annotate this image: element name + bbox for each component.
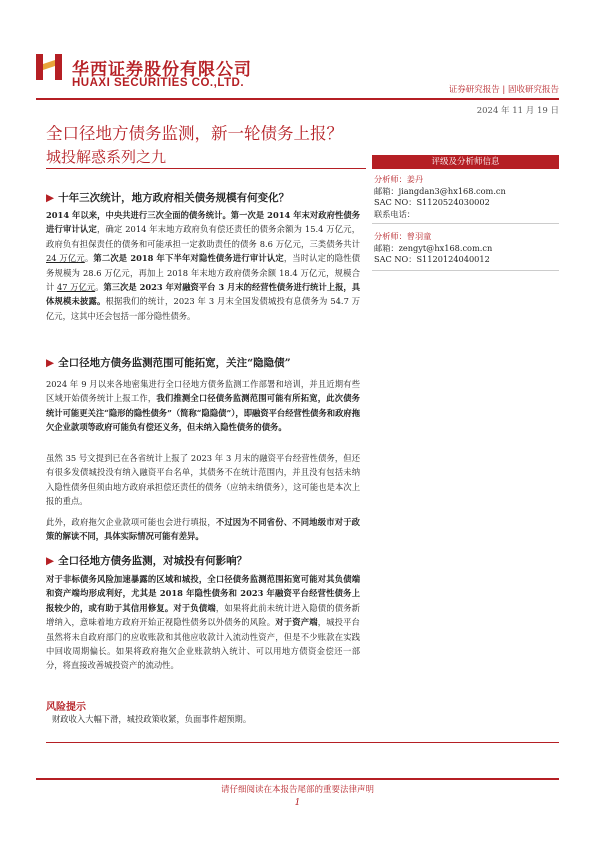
emphasis-text: 第二次是 2018 年下半年对隐性债务进行审计认定	[93, 253, 284, 264]
risk-divider	[46, 742, 559, 743]
body-text: 2024 年 9 月以来各地密集进行全口径地方债务监测工作部署和培训，并且近期有些区域开始债务统计上报工作，	[46, 379, 360, 404]
analyst-name: 曾羽童	[406, 231, 432, 241]
section-paragraph	[46, 377, 360, 435]
body-text: 根据我们的统计，2023 年 3 月末全国发债城投有息债务为 54.7 万亿元，这其中还会包括一部分隐性债务。	[46, 296, 360, 321]
emphasis-text: 我们推测全口径债务监测范围可能有所拓宽，此次债务统计可能更关注“隐形的隐性债务”（简称“隐隐债”），即融资平台经营性债务和政府拖欠企业款项等政府可能负有偿还义务，但未纳入隐性债务的债务。	[46, 393, 360, 433]
emphasis-text: 对于资产端	[275, 617, 318, 628]
triangle-bullet-icon: ▶	[46, 192, 55, 204]
emphasis-text: 不过因为不同省份、不同地级市对于政策的解读不同，具体实际情况可能有差异。	[46, 517, 360, 542]
section-paragraph	[46, 572, 360, 673]
emphasis-text: 第三次是 2023 年对融资平台 3 月末的经营性债务进行统计上报，具体规模未披露。	[46, 282, 360, 307]
email-label: 邮箱：	[374, 185, 399, 196]
section-heading: ▶ 全口径地方债务监测，对城投有何影响？	[46, 555, 248, 567]
analyst-info-heading: 评级及分析师信息	[372, 155, 559, 169]
footer-divider	[36, 778, 559, 780]
analyst-email[interactable]: jiangdan3@hx168.com.cn	[398, 185, 506, 196]
body-text: 此外，政府拖欠企业款项可能也会进行填报，	[46, 517, 216, 527]
underlined-figure: 24 万亿元	[46, 253, 85, 264]
subtitle-divider	[46, 168, 366, 169]
page-number: 1	[294, 798, 301, 808]
analyst-divider	[372, 223, 559, 224]
analyst-card	[374, 174, 506, 220]
analyst-label: 分析师：	[374, 174, 407, 184]
report-date: 2024 年 11 月 19 日	[476, 106, 559, 116]
risk-heading: 风险提示	[46, 702, 86, 713]
section-paragraph	[46, 515, 360, 544]
section-paragraph	[46, 451, 360, 509]
legal-disclaimer-link[interactable]: 请仔细阅读在本报告尾部的重要法律声明	[220, 785, 374, 795]
body-text: 。	[84, 253, 94, 264]
brand-name-cn: 华西证券股份有限公司	[72, 60, 252, 79]
analyst-card	[374, 231, 492, 266]
section-paragraph	[46, 208, 360, 323]
body-text: ，城投平台虽然将未自政府部门的应收账款和其他应收款计入流动性资产，但是不少账款在实践中回收周期偏长。如果将政府拖欠企业账款纳入统计、可以用地方债资金偿还一部分，将直接改善城投资产的流动性。	[46, 617, 360, 671]
body-text: 虽然 35 号文提到已在各省统计上报了 2023 年 3 月末的融资平台经营性债务，但还有很多发债城投没有纳入融资平台名单，其债务不在统计范围内，并且没有包括未纳入隐性债务但须由地方政府承担偿还责任的债务（应纳未纳债务），这可能也是本次上报的重点。	[46, 453, 360, 507]
huaxi-logo-icon	[36, 54, 62, 80]
email-label: 邮箱：	[374, 242, 399, 253]
analyst-divider	[372, 270, 559, 271]
analyst-sac: SAC NO：S1120124040012	[374, 254, 490, 264]
brand-name-en: HUAXI SECURITIES CO.,LTD.	[72, 77, 245, 89]
report-title: 全口径地方债务监测，新一轮债务上报？	[46, 124, 343, 143]
body-text: 。	[95, 282, 104, 293]
underlined-figure: 47 万亿元	[56, 282, 96, 293]
emphasis-text: 对于非标债务风险加速暴露的区域和城投，全口径债务监测范围拓宽可能对其负债端和资产端均形成利好，尤其是 2018 年隐性债务和 2023 年融资平台经营性债务上报较少的，或有助于其信用修复。对于负债端	[46, 574, 360, 613]
risk-text: 财政收入大幅下滑，城投政策收紧，负面事件超预期。	[52, 714, 252, 724]
report-type-tags: 证券研究报告 | 固收研究报告	[448, 85, 559, 95]
header-divider	[36, 98, 559, 100]
body-text: ，确定 2014 年末地方政府负有偿还责任的债务余额为 15.4 万亿元，政府负有担保责任的债务和可能承担一定救助责任的债务 8.6 万亿元，三类债务共计	[46, 224, 360, 249]
triangle-bullet-icon: ▶	[46, 357, 55, 369]
body-text: ，如果将此前未统计进入隐债的债务新增纳入，意味着地方政府开始正视隐性债务以外债务的风险。	[46, 602, 360, 628]
analyst-name: 姜丹	[406, 174, 424, 184]
section-heading: ▶ 全口径地方债务监测范围可能拓宽，关注“隐隐债”	[46, 357, 291, 369]
report-subtitle: 城投解惑系列之九	[46, 148, 167, 166]
analyst-email[interactable]: zengyt@hx168.com.cn	[398, 242, 493, 253]
analyst-label: 分析师：	[374, 231, 407, 241]
section-heading: ▶ 十年三次统计，地方政府相关债务规模有何变化？	[46, 192, 290, 204]
analyst-phone: 联系电话：	[374, 208, 415, 219]
body-text: ，当时认定的隐性债务规模为 28.6 万亿元，再加上 2018 年末地方政府债务余额 18.4 万亿元，规模合计	[46, 253, 360, 293]
analyst-sac: SAC NO：S1120524030002	[374, 197, 490, 207]
triangle-bullet-icon: ▶	[46, 555, 55, 567]
emphasis-text: 2014 年以来，中央共进行三次全面的债务统计。第一次是 2014 年末对政府性债务进行审计认定	[46, 210, 360, 235]
